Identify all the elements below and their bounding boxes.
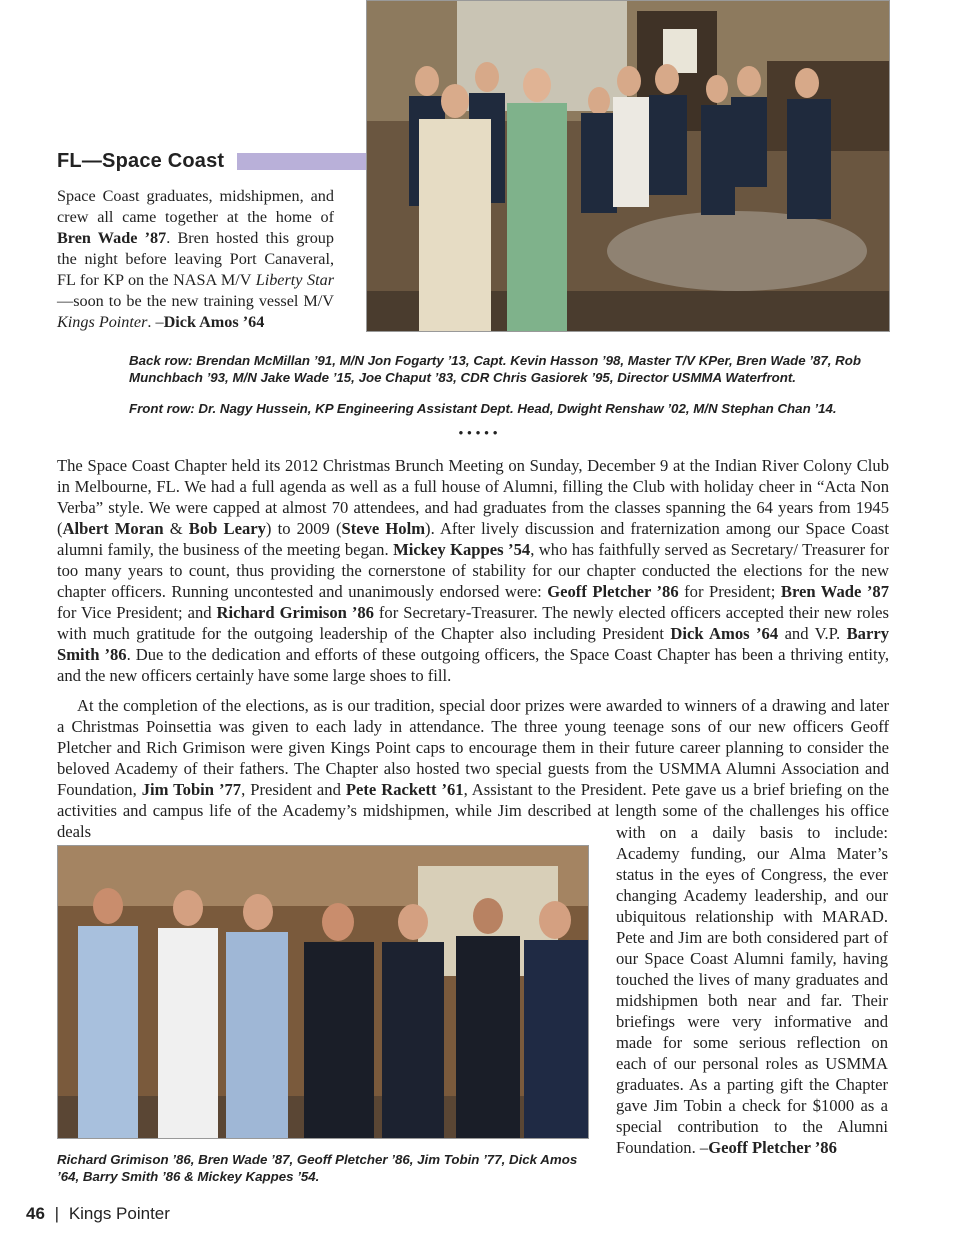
section-heading [57,150,337,174]
group-photo-home-image [367,1,889,331]
page-number: 46 [26,1204,45,1223]
photo2-caption: Richard Grimison ’86, Bren Wade ’87, Geoff Pletcher ’86, Jim Tobin ’77, Dick Amos ’64, Barry Smith ’86 & Mickey Kappes ’54. [57,1152,578,1184]
section-heading-text: FL—Space Coast [57,150,225,172]
body-paragraph-2: At the completion of the elections, as is our tradition, special door prizes were awarded to winners of a drawing and later a Christmas Poinsettia was given to each lady in attendance. The three young teenage sons of our new officers Geoff Pletcher and Rich Grimison were given Kings Point caps to encourage them in their future career planning to consider the beloved Academy of their fathers. The Chapter also hosted two special guests from the USMMA Alumni Association and Foundation, Jim Tobin ’77, President and Pete Rackett ’61, Assistant to the President. Pete gave us a brief briefing on the activities and campus life of the Academy’s midshipmen, while Jim described at length some of the challenges his office deals [57,696,890,841]
footer-separator: | [54,1204,60,1223]
photo1-caption-back-row: Back row: Brendan McMillan ’91, M/N Jon Fogarty ’13, Capt. Kevin Hasson ’98, Master T/V KPer, Bren Wade ’87, Rob Munchbach ’93, M/N Jake Wade ’15, Joe Chaput ’83, CDR Chris Gasiorek ’95, Director USMMA Waterfront. [129,353,862,385]
publication-name: Kings Pointer [68,1204,170,1223]
intro-paragraph: Space Coast graduates, midshipmen, and crew all came together at the home of Bren Wade ’87. Bren hosted this group the night before leaving Port Canaveral, FL for KP on the NASA M/V Liberty Star—soon to be the new training vessel M/V Kings Pointer. –Dick Amos ’64 [57,187,335,331]
photo1-caption-front-row: Front row: Dr. Nagy Hussein, KP Engineering Assistant Dept. Head, Dwight Renshaw ’02, M/N Stephan Chan ’14. [129,401,837,416]
group-photo-club [57,845,589,1139]
section-divider: ••••• [458,425,502,440]
group-photo-home [366,0,890,332]
body-paragraph-2-column: with on a daily basis to include: Academy funding, our Alma Mater’s status in the eyes of Congress, the ever changing Academy leadership, and our ubiquitous relationship with MARAD. Pete and Jim are both considered part of our Space Coast Alumni family, having touched the lives of many graduates and midshipmen both near and far. Their briefings were very informative and made for some serious reflection on each of our personal roles as USMMA graduates. As a parting gift the Chapter gave Jim Tobin a check for $1000 as a special contribution to the Alumni Foundation. –Geoff Pletcher ’86 [616,823,888,1157]
group-photo-club-image [58,846,588,1138]
body-paragraph-1: The Space Coast Chapter held its 2012 Christmas Brunch Meeting on Sunday, December 9 at the Indian River Colony Club in Melbourne, FL. We had a full agenda as well as a full house of Alumni, filling the Club with holiday cheer in “Acta Non Verba” style. We were capped at almost 70 attendees, and had graduates from the classes spanning the 64 years from 1945 (Albert Moran & Bob Leary) to 2009 (Steve Holm). After lively discussion and fraternization among our Space Coast alumni family, the business of the meeting began. Mickey Kappes ’54, who has faithfully served as Secretary/ Treasurer for too many years to count, thus providing the cornerstone of stability for our chapter conducted the elections for the new chapter officers. Running uncontested and unanimously endorsed were: Geoff Pletcher ’86 for President; Bren Wade ’87 for Vice President; and Richard Grimison ’86 for Secretary-Treasurer. The newly elected officers accepted their new roles with much gratitude for the outgoing leadership of the Chapter also including President Dick Amos ’64 and V.P. Barry Smith ’86. Due to the dedication and efforts of these outgoing officers, the Space Coast Chapter has been a thriving entity, and the new officers certainly have some large shoes to fill. [57,456,890,685]
page-footer [26,1204,170,1226]
